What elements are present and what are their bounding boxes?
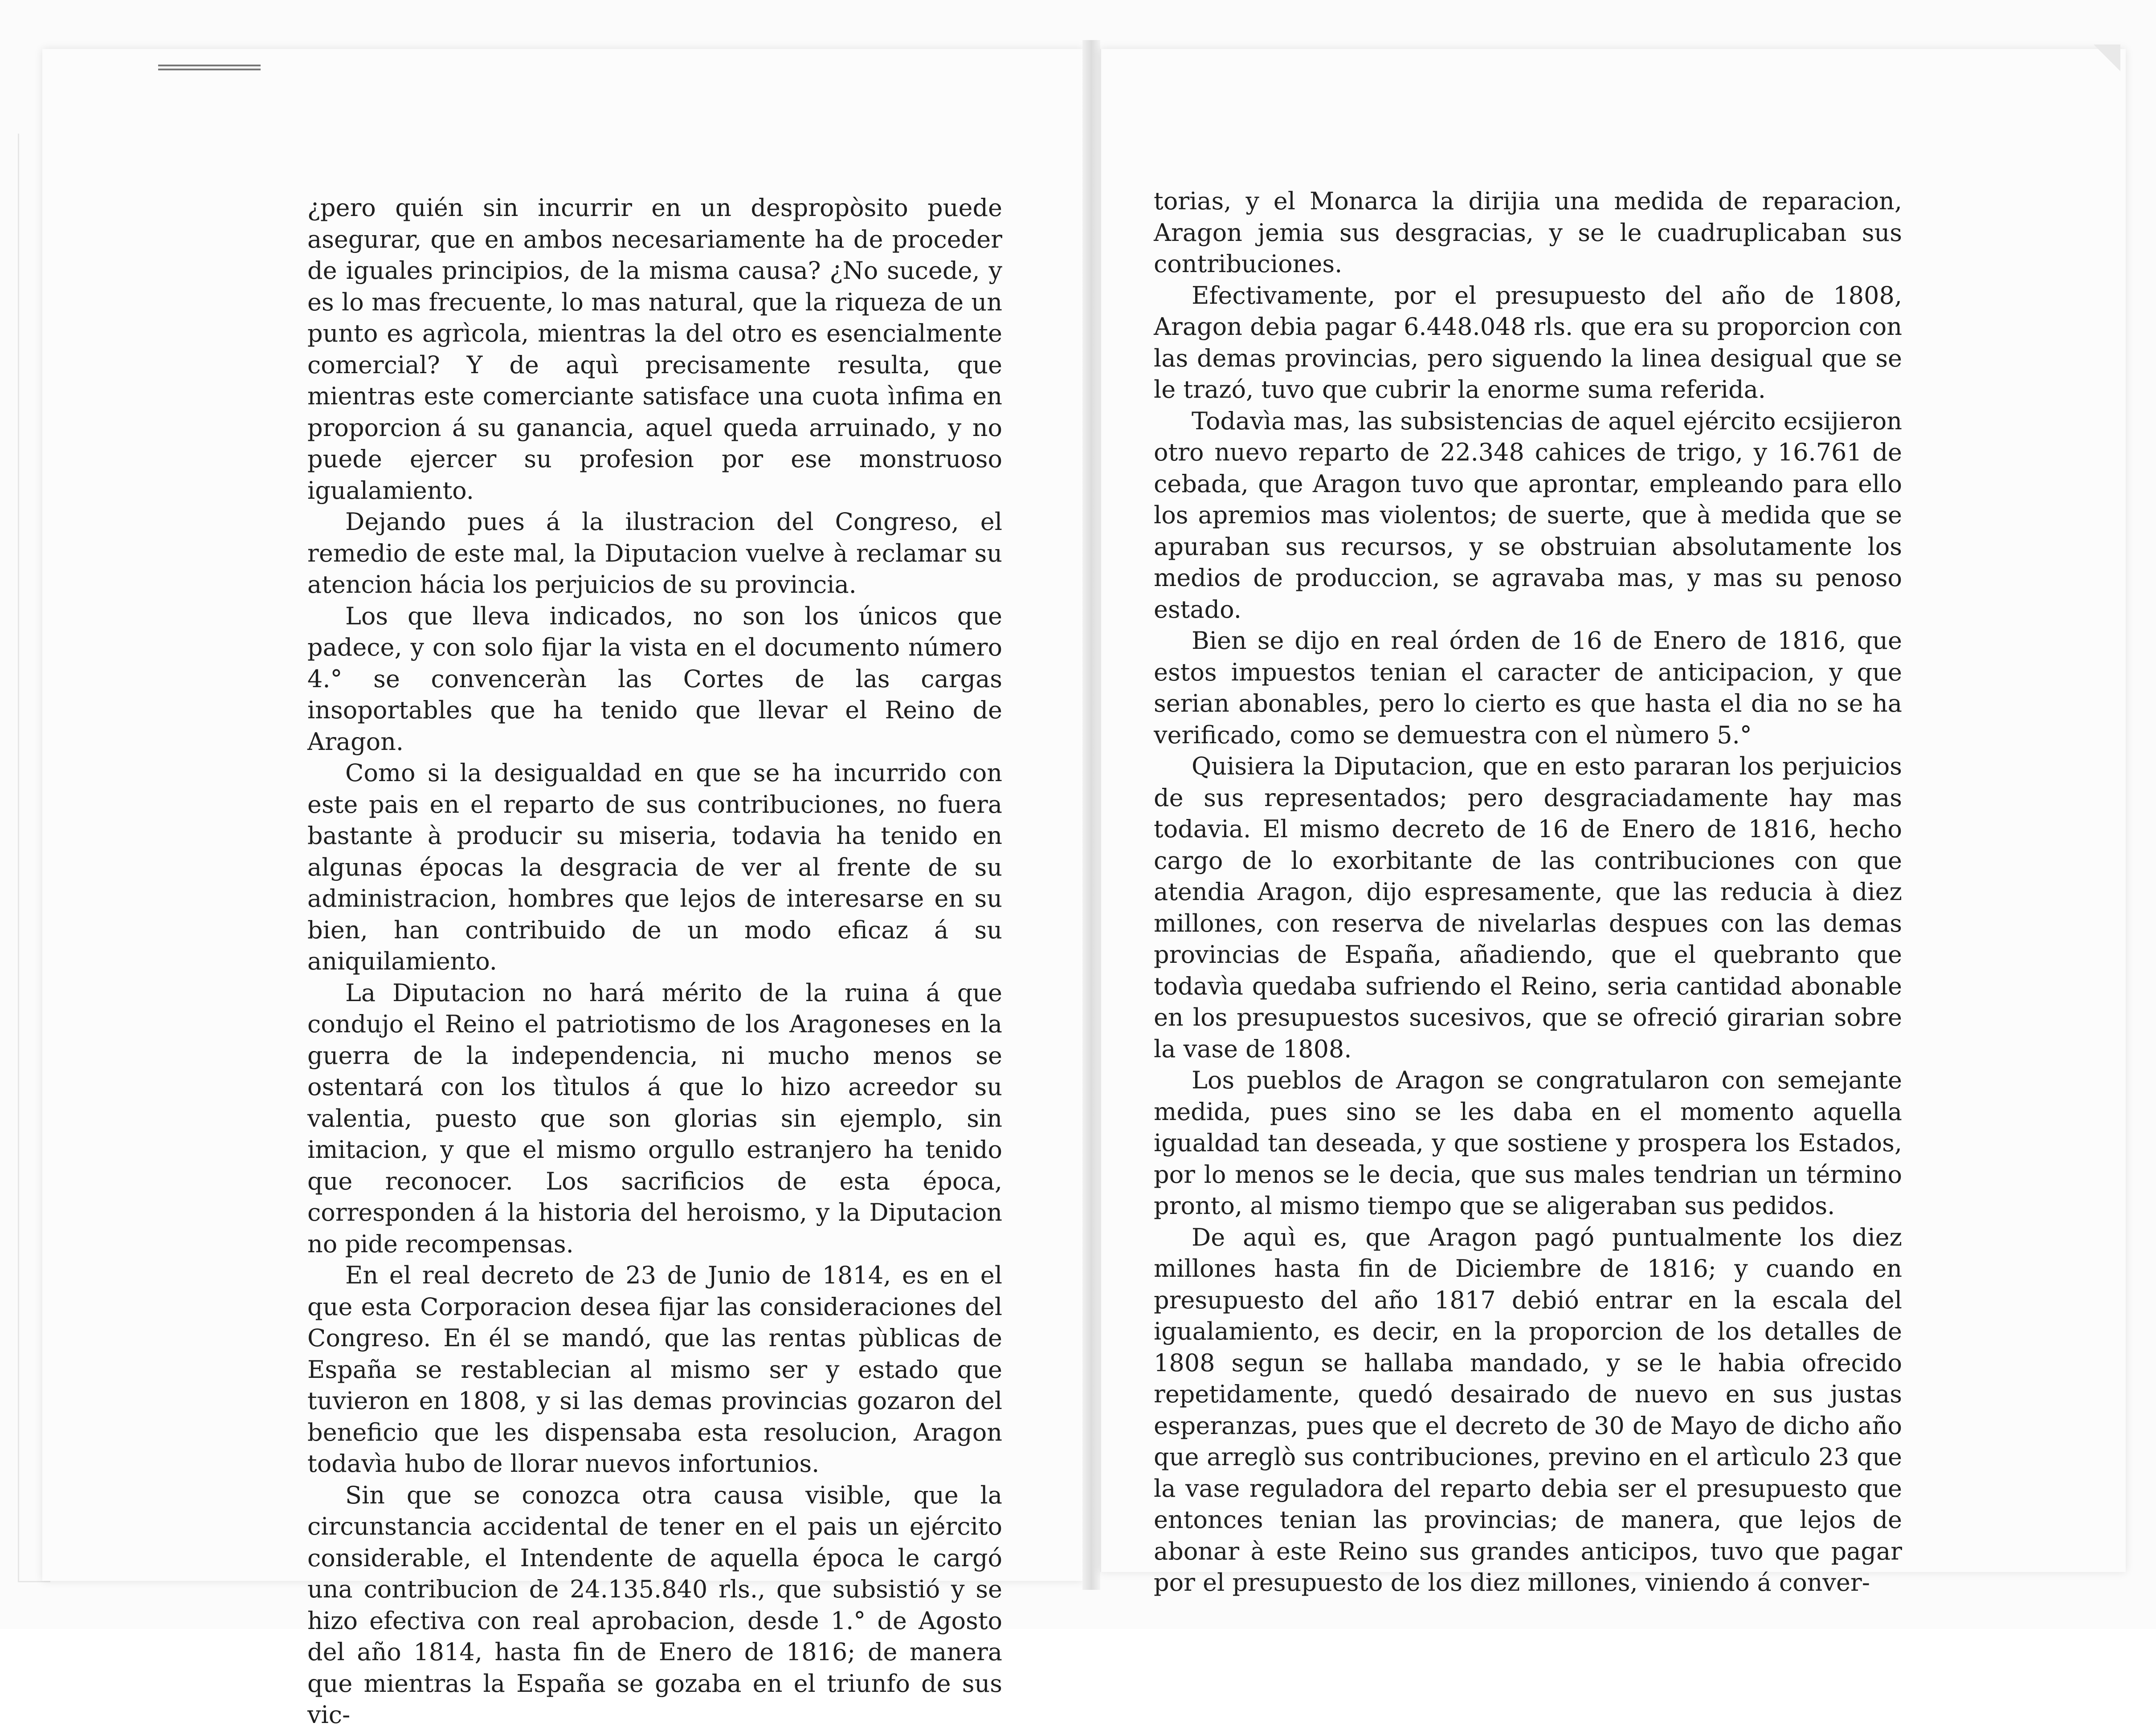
paragraph: Los pueblos de Aragon se congratularon con semejante medida, pues sino se les daba en el momento aquella igualdad tan deseada, y que sostiene y prospera los Estados, por lo menos se le decia, que sus males tendrian un término pronto, al mismo tiempo que se aligeraban sus pedidos. <box>1154 1066 1902 1220</box>
paragraph: torias, y el Monarca la dirijia una medida de reparacion, Aragon jemia sus desgracias, y se le cuadruplicaban sus contribuciones. <box>1154 187 1902 278</box>
paragraph: Quisiera la Diputacion, que en esto pararan los perjuicios de sus representados; pero desgraciadamente hay mas todavia. El mismo decreto de 16 de Enero de 1816, hecho cargo de lo exorbitante de las contribuciones con que atendia Aragon, dijo espresamente, que las reducia à diez millones, con reserva de nivelarlas despues con las demas provincias de España, añadiendo, que el quebranto que todavìa quedaba sufriendo el Reino, seria cantidad abonable en los presupuestos sucesivos, que se ofreció girarian sobre la vase de 1808. <box>1154 752 1902 1063</box>
book-gutter <box>1082 40 1100 1590</box>
left-page-text <box>307 192 1002 1731</box>
paragraph: En el real decreto de 23 de Junio de 1814, es en el que esta Corporacion desea fijar las consideraciones del Congreso. En él se mandó, que las rentas pùblicas de España se restablecian al mismo ser y estado que tuvieron en 1808, y si las demas provincias gozaron del beneficio que les dispensaba esta resolucion, Aragon todavìa hubo de llorar nuevos infortunios. <box>307 1261 1002 1478</box>
paragraph: Todavìa mas, las subsistencias de aquel ejército ecsijieron otro nuevo reparto de 22.348 cahices de trigo, y 16.761 de cebada, que Aragon tuvo que aprontar, empleando para ello los apremios mas violentos; de suerte, que à medida que se apuraban sus recursos, y se obstruian absolutamente los medios de produccion, se agravaba mas, y mas su penoso estado. <box>1154 407 1902 623</box>
paragraph: Sin que se conozca otra causa visible, que la circunstancia accidental de tener en el pais un ejército considerable, el Intendente de aquella época le cargó una contribucion de 24.135.840 rls., que subsistió y se hizo efectiva con real aprobacion, desde 1.° de Agosto del año 1814, hasta fin de Enero de 1816; de manera que mientras la España se gozaba en el triunfo de sus vic- <box>307 1481 1002 1729</box>
paragraph: La Diputacion no hará mérito de la ruina á que condujo el Reino el patriotismo de los Aragoneses en la guerra de la independencia, ni mucho menos se ostentará con los tìtulos á que lo hizo acreedor su valentia, puesto que son glorias sin ejemplo, sin imitacion, y que el mismo orgullo estranjero ha tenido que reconocer. Los sacrificios de esta época, corresponden á la historia del heroismo, y la Diputacion no pide recompensas. <box>307 978 1002 1258</box>
paragraph: Los que lleva indicados, no son los únicos que padece, y con solo fijar la vista en el documento número 4.° se convenceràn las Cortes de las cargas insoportables que ha tenido que llevar el Reino de Aragon. <box>307 602 1002 756</box>
right-page-text <box>1154 186 1902 1599</box>
paragraph: Como si la desigualdad en que se ha incurrido con este pais en el reparto de sus contribuciones, no fuera bastante à producir su miseria, todavia ha tenido en algunas épocas la desgracia de ver al frente de su administracion, hombres que lejos de interesarse en su bien, han contribuido de un modo eficaz á su aniquilamiento. <box>307 759 1002 975</box>
paragraph: Dejando pues á la ilustracion del Congreso, el remedio de este mal, la Diputacion vuelve à reclamar su atencion hácia los perjuicios de su provincia. <box>307 508 1002 599</box>
paragraph: ¿pero quién sin incurrir en un despropòsito puede asegurar, que en ambos necesariamente ha de proceder de iguales principios, de la misma causa? ¿No sucede, y es lo mas frecuente, lo mas natural, que la riqueza de un punto es agrìcola, mientras la del otro es esencialmente comercial? Y de aquì precisamente resulta, que mientras este comerciante satisface una cuota ìnfima en proporcion á su ganancia, aquel queda arruinado, y no puede ejercer su profesion por ese monstruoso igualamiento. <box>307 194 1002 505</box>
paragraph: Efectivamente, por el presupuesto del año de 1808, Aragon debia pagar 6.448.048 rls. que era su proporcion con las demas provincias, pero siguendo la linea desigual que se le trazó, tuvo que cubrir la enorme suma referida. <box>1154 281 1902 403</box>
paragraph: Bien se dijo en real órden de 16 de Enero de 1816, que estos impuestos tenian el caracter de anticipacion, y que serian abonables, pero lo cierto es que hasta el dia no se ha verificado, como se demuestra con el nùmero 5.° <box>1154 627 1902 749</box>
corner-fold <box>2094 45 2120 71</box>
paragraph: De aquì es, que Aragon pagó puntualmente los diez millones hasta fin de Diciembre de 1816; y cuando en presupuesto del año 1817 debió entrar en la escala del igualamiento, es decir, en la proporcion de los detalles de 1808 segun se hallaba mandado, y se le habia ofrecido repetidamente, quedó desairado de nuevo en sus justas esperanzas, pues que el decreto de 30 de Mayo de dicho año que arreglò sus contribuciones, previno en el artìculo 23 que la vase reguladora del reparto debia ser el presupuesto que entonces tenian las provincias; de manera, que lejos de abonar à este Reino sus grandes anticipos, tuvo que pagar por el presupuesto de los diez millones, viniendo á conver- <box>1154 1223 1902 1597</box>
ink-marks <box>158 65 261 74</box>
